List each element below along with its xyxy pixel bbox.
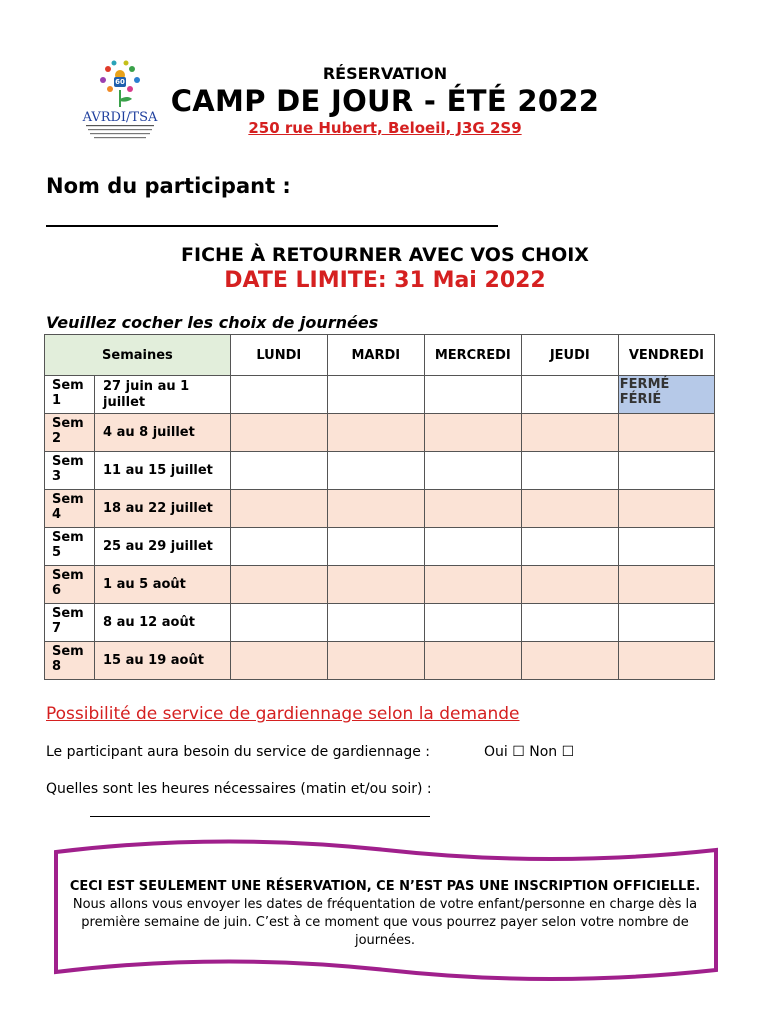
header-jeudi: JEUDI	[521, 335, 618, 376]
day-checkbox-cell[interactable]	[618, 452, 714, 490]
day-checkbox-cell[interactable]	[327, 490, 424, 528]
gardiennage-question: Le participant aura besoin du service de gardiennage :	[46, 744, 431, 760]
day-checkbox-cell[interactable]	[230, 414, 327, 452]
day-checkbox-cell[interactable]	[424, 490, 521, 528]
address: 250 rue Hubert, Beloeil, J3G 2S9	[248, 119, 522, 137]
header-mercredi: MERCREDI	[424, 335, 521, 376]
table-row	[45, 566, 715, 604]
day-checkbox-cell[interactable]	[327, 642, 424, 680]
day-checkbox-cell[interactable]	[521, 452, 618, 490]
day-checkbox-cell[interactable]	[521, 604, 618, 642]
day-checkbox-cell[interactable]	[230, 376, 327, 414]
week-number: Sem 1	[45, 376, 95, 414]
week-dates: 8 au 12 août	[95, 604, 231, 642]
day-checkbox-cell[interactable]	[327, 566, 424, 604]
day-checkbox-cell[interactable]	[230, 490, 327, 528]
day-checkbox-cell[interactable]	[230, 566, 327, 604]
day-checkbox-cell[interactable]	[424, 604, 521, 642]
notice-body: Nous allons vous envoyer les dates de fréquentation de votre enfant/personne en charge dès la première semaine de juin. C’est à ce moment que vous pourrez payer selon votre nombre de journées.	[72, 897, 698, 948]
participant-name-field[interactable]	[46, 225, 498, 227]
day-checkbox-cell[interactable]	[424, 452, 521, 490]
week-number: Sem 5	[45, 528, 95, 566]
week-dates: 25 au 29 juillet	[95, 528, 231, 566]
participant-name-label: Nom du participant :	[46, 174, 291, 198]
hours-question: Quelles sont les heures nécessaires (matin et/ou soir) :	[46, 781, 432, 797]
header-semaines: Semaines	[45, 335, 231, 376]
hours-field[interactable]	[90, 816, 430, 817]
day-checkbox-cell[interactable]	[424, 528, 521, 566]
header-vendredi: VENDREDI	[618, 335, 714, 376]
day-checkbox-cell[interactable]	[618, 604, 714, 642]
logo-text: AVRDI/TSA	[82, 110, 158, 125]
day-checkbox-cell[interactable]	[618, 414, 714, 452]
day-checkbox-cell[interactable]	[230, 528, 327, 566]
week-number: Sem 2	[45, 414, 95, 452]
day-checkbox-cell[interactable]	[618, 528, 714, 566]
day-checkbox-cell[interactable]	[618, 490, 714, 528]
day-checkbox-cell[interactable]	[327, 414, 424, 452]
day-checkbox-cell[interactable]	[424, 642, 521, 680]
day-checkbox-cell[interactable]	[521, 490, 618, 528]
closed-holiday-cell: FERMÉ FÉRIÉ	[618, 376, 714, 414]
day-checkbox-cell[interactable]	[521, 376, 618, 414]
reservation-label: RÉSERVATION	[322, 64, 448, 83]
week-dates: 18 au 22 juillet	[95, 490, 231, 528]
week-number: Sem 8	[45, 642, 95, 680]
gardiennage-title: Possibilité de service de gardiennage selon la demande	[46, 704, 520, 724]
notice-bold: CECI EST SEULEMENT UNE RÉSERVATION, CE N’EST PAS UNE INSCRIPTION OFFICIELLE.	[69, 879, 701, 894]
deadline-heading: DATE LIMITE: 31 Mai 2022	[224, 268, 546, 293]
day-checkbox-cell[interactable]	[230, 642, 327, 680]
day-checkbox-cell[interactable]	[327, 452, 424, 490]
week-dates: 27 juin au 1 juillet	[95, 376, 231, 414]
table-row	[45, 490, 715, 528]
day-checkbox-cell[interactable]	[521, 642, 618, 680]
day-checkbox-cell[interactable]	[521, 566, 618, 604]
week-dates: 4 au 8 juillet	[95, 414, 231, 452]
day-checkbox-cell[interactable]	[521, 528, 618, 566]
day-checkbox-cell[interactable]	[424, 376, 521, 414]
week-number: Sem 7	[45, 604, 95, 642]
table-header-row	[45, 335, 715, 376]
day-checkbox-cell[interactable]	[327, 528, 424, 566]
day-checkbox-cell[interactable]	[424, 566, 521, 604]
day-checkbox-cell[interactable]	[424, 414, 521, 452]
instruction-text: Veuillez cocher les choix de journées	[46, 313, 379, 332]
week-number: Sem 4	[45, 490, 95, 528]
table-row	[45, 452, 715, 490]
table-row	[45, 414, 715, 452]
day-checkbox-cell[interactable]	[327, 376, 424, 414]
day-checkbox-cell[interactable]	[521, 414, 618, 452]
day-checkbox-cell[interactable]	[230, 604, 327, 642]
week-number: Sem 3	[45, 452, 95, 490]
page-title: CAMP DE JOUR - ÉTÉ 2022	[170, 84, 600, 118]
weeks-table	[44, 334, 715, 680]
day-checkbox-cell[interactable]	[327, 604, 424, 642]
table-row	[45, 528, 715, 566]
fiche-heading: FICHE À RETOURNER AVEC VOS CHOIX	[181, 244, 589, 266]
notice-text	[60, 878, 710, 950]
day-checkbox-cell[interactable]	[618, 566, 714, 604]
week-dates: 1 au 5 août	[95, 566, 231, 604]
logo-badge: 60	[115, 78, 125, 86]
table-row	[45, 376, 715, 414]
day-checkbox-cell[interactable]	[230, 452, 327, 490]
day-checkbox-cell[interactable]	[618, 642, 714, 680]
table-row	[45, 604, 715, 642]
week-dates: 15 au 19 août	[95, 642, 231, 680]
oui-non-checkboxes[interactable]: Oui ☐ Non ☐	[484, 744, 575, 760]
week-number: Sem 6	[45, 566, 95, 604]
header-mardi: MARDI	[327, 335, 424, 376]
week-dates: 11 au 15 juillet	[95, 452, 231, 490]
header-lundi: LUNDI	[230, 335, 327, 376]
table-row	[45, 642, 715, 680]
